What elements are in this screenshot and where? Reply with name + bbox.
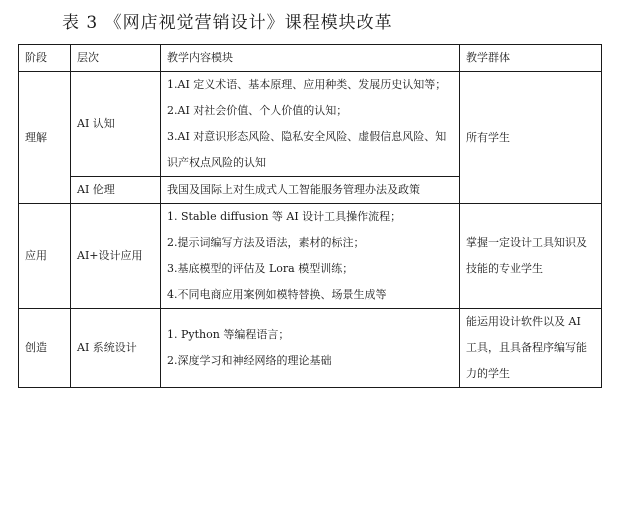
table-row <box>19 309 602 388</box>
level-cell-ai-system-design: AI 系统设计 <box>71 309 161 388</box>
header-audience: 教学群体 <box>460 45 602 72</box>
content-line: 2.提示词编写方法及语法，素材的标注； <box>167 236 365 249</box>
content-line: 2.AI 对社会价值、个人价值的认知； <box>167 104 348 117</box>
content-line: 3.基底模型的评估及 Lora 模型训练； <box>167 262 354 275</box>
content-cell-ai-design-app <box>161 204 460 309</box>
content-line: 1. Python 等编程语言； <box>167 328 290 341</box>
level-cell-ai-cognition: AI 认知 <box>71 72 161 177</box>
stage-cell-apply: 应用 <box>19 204 71 309</box>
audience-cell-understand: 所有学生 <box>460 72 602 204</box>
level-cell-ai-ethics: AI 伦理 <box>71 177 161 204</box>
content-cell-ai-system-design <box>161 309 460 388</box>
header-stage: 阶段 <box>19 45 71 72</box>
table-row <box>19 72 602 177</box>
stage-cell-create: 创造 <box>19 309 71 388</box>
content-line: 1.AI 定义术语、基本原理、应用种类、发展历史认知等； <box>167 78 447 91</box>
content-cell-ai-ethics <box>161 177 460 204</box>
header-content: 教学内容模块 <box>161 45 460 72</box>
audience-cell-apply: 掌握一定设计工具知识及技能的专业学生 <box>460 204 602 309</box>
content-line: 我国及国际上对生成式人工智能服务管理办法及政策 <box>167 183 420 196</box>
content-line: 3.AI 对意识形态风险、隐私安全风险、虚假信息风险、知识产权点风险的认知 <box>167 130 447 169</box>
course-module-table <box>18 44 602 388</box>
content-cell-ai-cognition <box>161 72 460 177</box>
content-line: 2.深度学习和神经网络的理论基础 <box>167 354 332 367</box>
table-header-row <box>19 45 602 72</box>
stage-cell-understand: 理解 <box>19 72 71 204</box>
content-line: 1. Stable diffusion 等 AI 设计工具操作流程； <box>167 210 402 223</box>
content-line: 4.不同电商应用案例如模特替换、场景生成等 <box>167 288 387 301</box>
level-cell-ai-design-app: AI+设计应用 <box>71 204 161 309</box>
table-row <box>19 204 602 309</box>
table-caption: 表 3 《网店视觉营销设计》课程模块改革 <box>62 13 393 33</box>
audience-cell-create: 能运用设计软件以及 AI 工具，且具备程序编写能力的学生 <box>460 309 602 388</box>
header-level: 层次 <box>71 45 161 72</box>
